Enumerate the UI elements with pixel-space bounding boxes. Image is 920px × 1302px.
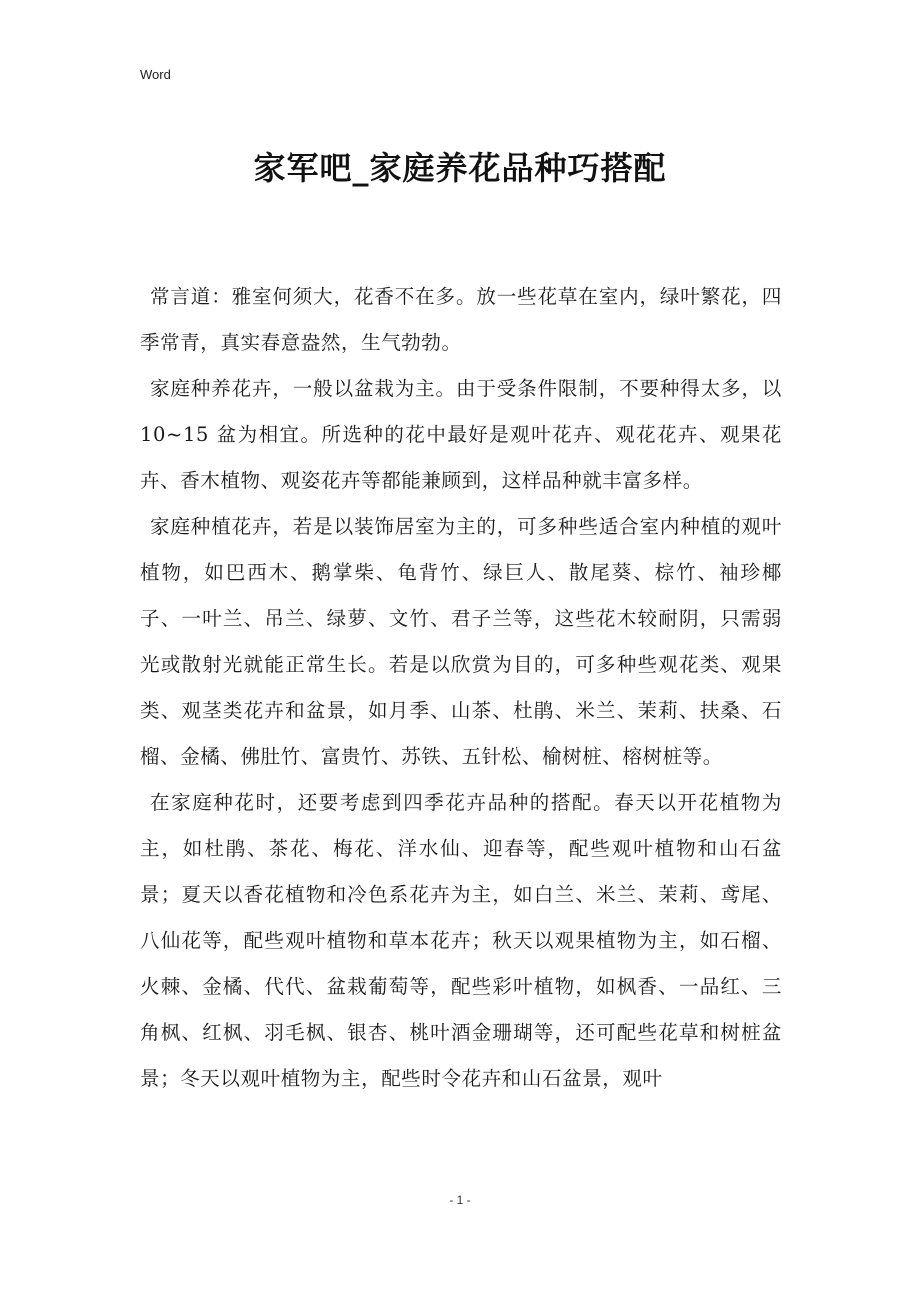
document-title: 家军吧_家庭养花品种巧搭配 bbox=[253, 149, 667, 187]
document-body bbox=[140, 274, 782, 1102]
paragraph-3: 家庭种植花卉，若是以装饰居室为主的，可多种些适合室内种植的观叶植物，如巴西木、鹅掌柴、龟背竹、绿巨人、散尾葵、棕竹、袖珍椰子、一叶兰、吊兰、绿萝、文竹、君子兰等，这些花木较耐阴，只需弱光或散射光就能正常生长。若是以欣赏为目的，可多种些观花类、观果类、观茎类花卉和盆景，如月季、山茶、杜鹃、米兰、茉莉、扶桑、石榴、金橘、佛肚竹、富贵竹、苏铁、五针松、榆树桩、榕树桩等。 bbox=[140, 515, 782, 768]
page-number: - 1 - bbox=[449, 1193, 471, 1207]
paragraph-4: 在家庭种花时，还要考虑到四季花卉品种的搭配。春天以开花植物为主，如杜鹃、茶花、梅花、洋水仙、迎春等，配些观叶植物和山石盆景；夏天以香花植物和冷色系花卉为主，如白兰、米兰、茉莉、鸢尾、八仙花等，配些观叶植物和草本花卉；秋天以观果植物为主，如石榴、火棘、金橘、代代、盆栽葡萄等，配些彩叶植物，如枫香、一品红、三角枫、红枫、羽毛枫、银杏、桃叶酒金珊瑚等，还可配些花草和树桩盆景；冬天以观叶植物为主，配些时令花卉和山石盆景，观叶 bbox=[140, 791, 782, 1090]
header-label: Word bbox=[140, 67, 171, 82]
paragraph-1: 常言道：雅室何须大，花香不在多。放一些花草在室内，绿叶繁花，四季常青，真实春意盎然，生气勃勃。 bbox=[140, 285, 782, 354]
paragraph-2: 家庭种养花卉，一般以盆栽为主。由于受条件限制，不要种得太多，以 10~15 盆为相宜。所选种的花中最好是观叶花卉、观花花卉、观果花卉、香木植物、观姿花卉等都能兼顾到，这样品种就丰富多样。 bbox=[140, 377, 782, 492]
